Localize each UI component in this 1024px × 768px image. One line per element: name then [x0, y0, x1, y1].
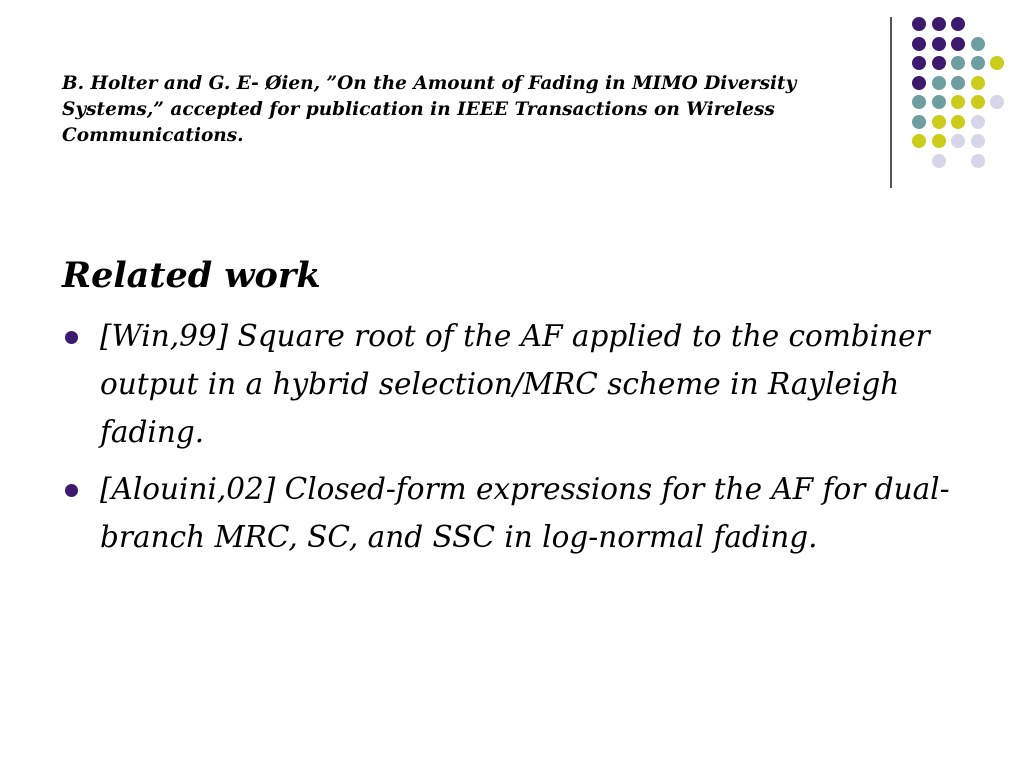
decorative-dot	[912, 115, 926, 129]
decorative-dot	[932, 95, 946, 109]
decorative-dot	[971, 95, 985, 109]
decorative-dot	[912, 37, 926, 51]
bullet-dot-icon	[65, 484, 78, 497]
decorative-dot	[951, 134, 965, 148]
decorative-dot	[951, 95, 965, 109]
decorative-dot	[971, 56, 985, 70]
decorative-dot	[971, 76, 985, 90]
reference-citation: B. Holter and G. E- Øien, ”On the Amount of Fading in MIMO Diversity Systems,” accepted for publication in IEEE Transactions on Wireless Communications.	[62, 73, 797, 146]
bullet-dot-icon	[65, 331, 78, 344]
decorative-dot	[932, 115, 946, 129]
decorative-dot	[951, 56, 965, 70]
decorative-dot	[932, 154, 946, 168]
decorative-dot	[932, 17, 946, 31]
decorative-dot	[912, 76, 926, 90]
decorative-dot	[912, 134, 926, 148]
bullet-item	[62, 465, 997, 561]
decorative-dot	[951, 76, 965, 90]
decorative-dot	[912, 56, 926, 70]
bullet-text: [Alouini,02] Closed-form expressions for the AF for dual-branch MRC, SC, and SSC in log-normal fading.	[100, 472, 950, 554]
decorative-dot	[990, 95, 1004, 109]
decorative-dot	[971, 154, 985, 168]
section-heading: Related work	[62, 255, 321, 296]
vertical-divider	[890, 17, 892, 188]
bullet-item	[62, 312, 997, 456]
decorative-dot	[971, 37, 985, 51]
decorative-dot	[912, 17, 926, 31]
bullet-list	[62, 312, 997, 561]
decorative-dot	[971, 134, 985, 148]
decorative-dot	[951, 17, 965, 31]
decorative-dot	[990, 56, 1004, 70]
decorative-dot	[951, 37, 965, 51]
decorative-dot	[971, 115, 985, 129]
decorative-dot	[932, 134, 946, 148]
decorative-dot	[912, 95, 926, 109]
slide-body	[62, 252, 997, 570]
bullet-text: [Win,99] Square root of the AF applied to the combiner output in a hybrid selection/MRC scheme in Rayleigh fading.	[100, 319, 930, 449]
decorative-dot	[932, 37, 946, 51]
decorative-dot	[932, 56, 946, 70]
decorative-dot	[932, 76, 946, 90]
decorative-dot	[951, 115, 965, 129]
